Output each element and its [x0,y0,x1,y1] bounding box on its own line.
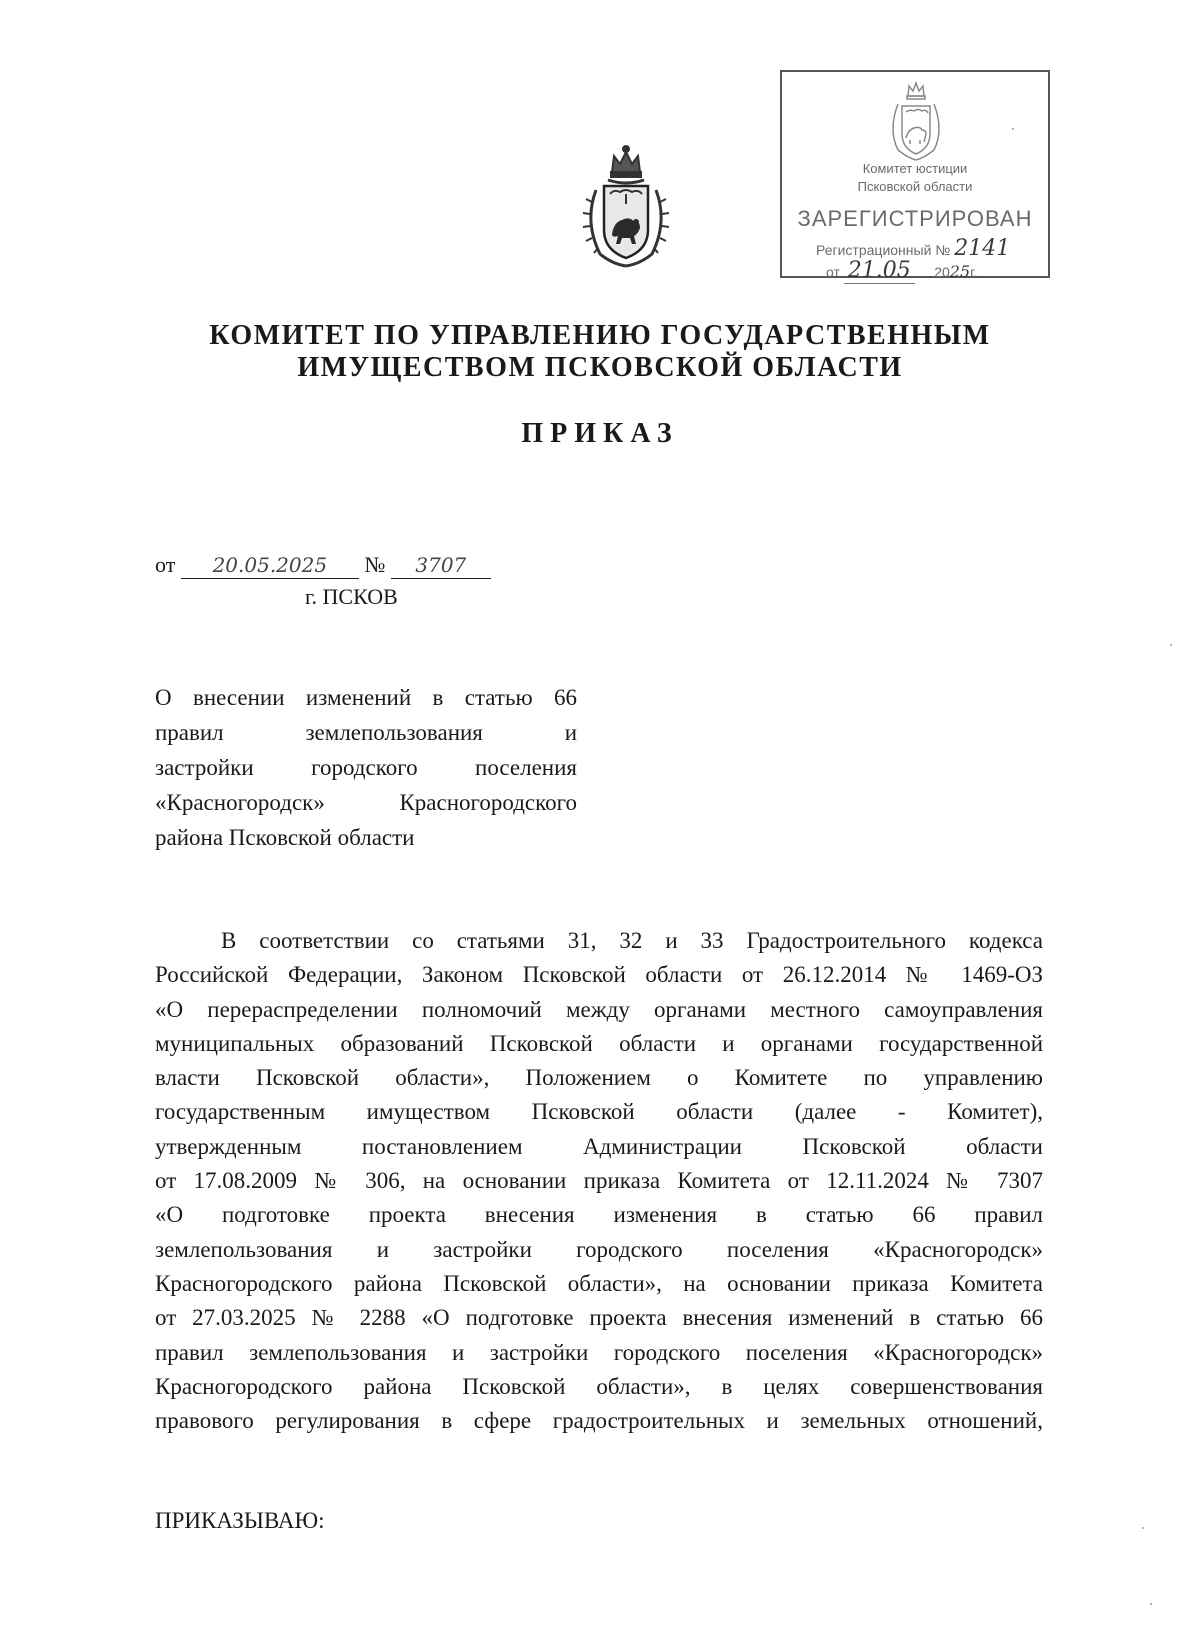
body-line: от 17.08.2009 № 306, на основании приказа Комитета от 12.11.2024 № 7307 [155,1168,1043,1194]
stamp-committee-line2: Псковской области [857,179,973,194]
organization-title-line1: КОМИТЕТ ПО УПРАВЛЕНИЮ ГОСУДАРСТВЕННЫМ [209,320,991,351]
stamp-committee-name [782,160,1048,196]
scan-speck [1012,128,1014,130]
coat-of-arms-icon [578,142,674,270]
body-line: от 27.03.2025 № 2288 «О подготовке проекта внесения изменений в статью 66 [155,1305,1043,1331]
document-type: ПРИКАЗ [521,418,679,449]
body-line: государственным имуществом Псковской области (далее - Комитет), [155,1099,1043,1125]
body-line: муниципальных образований Псковской области и органами государственной [155,1030,1043,1056]
body-line: землепользования и застройки городского поселения «Красногородск» [155,1236,1043,1262]
body-line: «О перераспределении полномочий между органами местного самоуправления [155,996,1043,1022]
subject-line: О внесении изменений в статью 66 [155,685,577,710]
order-directive: ПРИКАЗЫВАЮ: [155,1508,325,1533]
scan-speck [1150,1603,1152,1605]
body-line: Красногородского района Псковской области», в целях совершенствования [155,1373,1043,1399]
body-line: правового регулирования в сфере градостроительных и земельных отношений, [155,1408,1043,1434]
order-date-prefix: от [155,552,176,577]
order-subject [155,680,577,855]
stamp-year-prefix: 20 [934,264,950,280]
organization-title-line2: ИМУЩЕСТВОМ ПСКОВСКОЙ ОБЛАСТИ [297,352,903,383]
body-line: «О подготовке проекта внесения изменения в статью 66 правил [155,1202,1043,1228]
coat-of-arms-icon [884,78,948,162]
stamp-status: ЗАРЕГИСТРИРОВАН [797,206,1033,231]
body-line: Российской Федерации, Законом Псковской области от 26.12.2014 № 1469-ОЗ [155,962,1043,988]
body-line: Красногородского района Псковской области», на основании приказа Комитета [155,1270,1043,1296]
stamp-date-prefix: от [826,264,840,280]
subject-line: района Псковской области [155,825,415,850]
order-city: г. ПСКОВ [305,584,398,609]
stamp-date-line [826,258,977,284]
stamp-year-unit: г. [970,264,978,280]
order-body [155,924,1043,1438]
body-line: власти Псковской области», Положением о Комитете по управлению [155,1065,1043,1091]
body-line: утвержденным постановлением Администрации Псковской области [155,1133,1043,1159]
organization-title [150,320,1050,384]
body-line: правил землепользования и застройки городского поселения «Красногородск» [155,1339,1043,1365]
order-date-line [155,552,491,579]
stamp-committee-line1: Комитет юстиции [862,161,968,176]
stamp-date-value: 21.05 [847,258,911,283]
order-date: 20.05.2025 [212,553,328,577]
subject-line: «Красногородск» Красногородского [155,790,577,815]
registration-stamp [780,70,1050,283]
subject-line: застройки городского поселения [155,755,577,780]
stamp-reg-label: Регистрационный № [816,242,951,258]
order-number: 3707 [415,553,467,577]
scan-speck [1170,644,1172,646]
scan-speck [1142,1527,1144,1529]
stamp-year-suffix: 25 [949,262,971,281]
order-number-prefix: № [364,552,386,577]
body-line: В соответствии со статьями 31, 32 и 33 Градостроительного кодекса [221,928,1043,953]
subject-line: правил землепользования и [155,720,577,745]
stamp-reg-number: 2141 [954,236,1011,261]
